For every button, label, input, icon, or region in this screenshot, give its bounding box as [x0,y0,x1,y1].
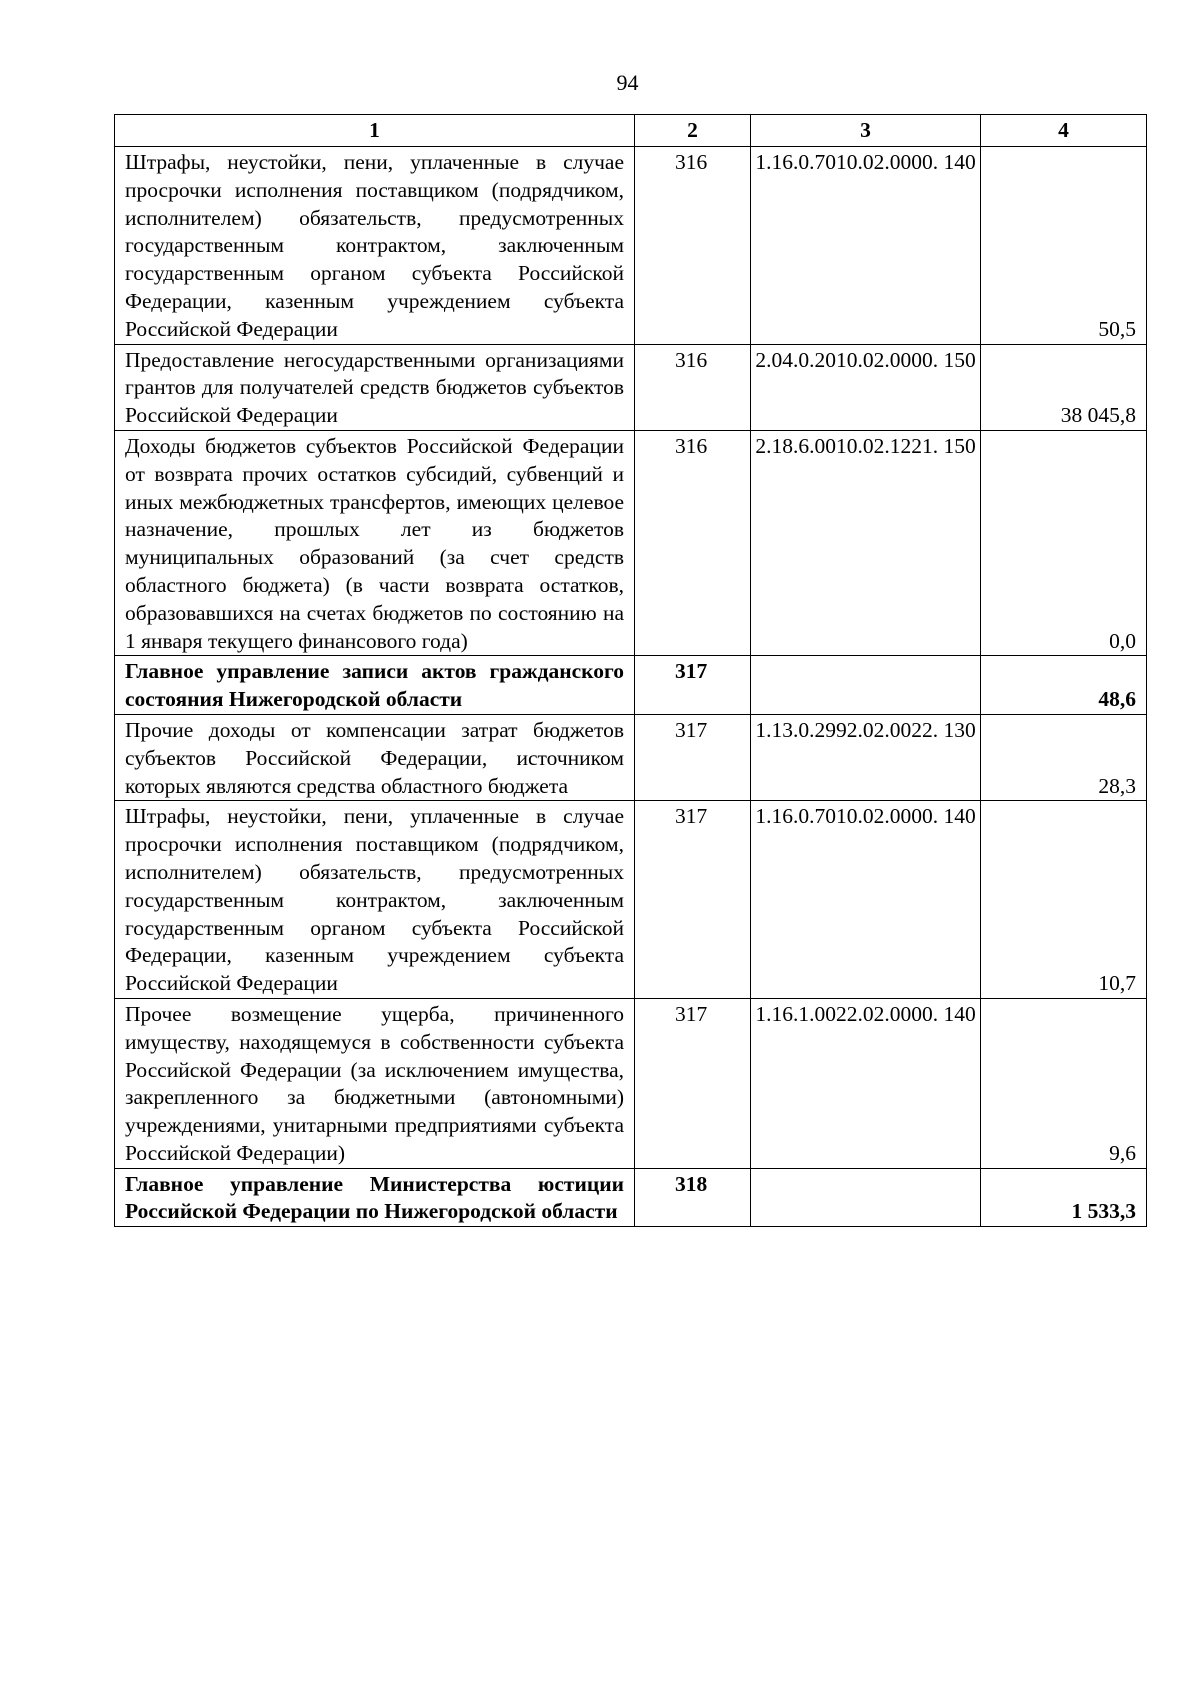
table-row [115,714,1147,800]
row-amount-cell: 9,6 [981,998,1147,1168]
row-amount-cell: 48,6 [981,656,1147,715]
row-name-cell: Главное управление записи актов гражданского состояния Нижегородской области [115,656,635,715]
row-name-cell: Главное управление Министерства юстиции Российской Федерации по Нижегородской области [115,1168,635,1227]
row-name-cell: Штрафы, неустойки, пени, уплаченные в случае просрочки исполнения поставщиком (подрядчиком, исполнителем) обязательств, предусмотренных государственным контрактом, заключенным государственным органом субъекта Российской Федерации, казенным учреждением субъекта Российской Федерации [115,801,635,999]
table-row [115,656,1147,715]
table-row [115,801,1147,999]
row-amount-cell: 10,7 [981,801,1147,999]
row-code-cell: 318 [635,1168,751,1227]
column-header-3: 3 [751,115,981,147]
row-amount-cell: 1 533,3 [981,1168,1147,1227]
row-amount-cell: 0,0 [981,430,1147,655]
table-row [115,1168,1147,1227]
row-code-cell: 316 [635,147,751,345]
column-header-2: 2 [635,115,751,147]
row-kbk-cell: 1.16.1.0022.02.0000. 140 [751,998,981,1168]
row-amount-cell: 50,5 [981,147,1147,345]
revenue-table [114,114,1147,1227]
row-kbk-cell: 2.18.6.0010.02.1221. 150 [751,430,981,655]
table-row [115,147,1147,345]
row-kbk-cell: 1.13.0.2992.02.0022. 130 [751,714,981,800]
row-kbk-cell: 1.16.0.7010.02.0000. 140 [751,801,981,999]
row-code-cell: 316 [635,344,751,430]
row-kbk-cell [751,1168,981,1227]
row-name-cell: Предоставление негосударственными организациями грантов для получателей средств бюджетов субъектов Российской Федерации [115,344,635,430]
page-number: 94 [616,70,639,95]
table-row [115,344,1147,430]
row-kbk-cell [751,656,981,715]
table-row [115,998,1147,1168]
row-code-cell: 317 [635,714,751,800]
table-row [115,430,1147,655]
column-header-1: 1 [115,115,635,147]
table-header-row [115,115,1147,147]
row-code-cell: 317 [635,656,751,715]
row-code-cell: 317 [635,801,751,999]
row-name-cell: Прочее возмещение ущерба, причиненного имуществу, находящемуся в собственности субъекта Российской Федерации (за исключением имущества, закрепленного за бюджетными (автономными) учреждениями, унитарными предприятиями субъекта Российской Федерации) [115,998,635,1168]
row-amount-cell: 28,3 [981,714,1147,800]
column-header-4: 4 [981,115,1147,147]
row-kbk-cell: 1.16.0.7010.02.0000. 140 [751,147,981,345]
row-name-cell: Прочие доходы от компенсации затрат бюджетов субъектов Российской Федерации, источником которых являются средства областного бюджета [115,714,635,800]
row-kbk-cell: 2.04.0.2010.02.0000. 150 [751,344,981,430]
row-code-cell: 317 [635,998,751,1168]
row-name-cell: Штрафы, неустойки, пени, уплаченные в случае просрочки исполнения поставщиком (подрядчиком, исполнителем) обязательств, предусмотренных государственным контрактом, заключенным государственным органом субъекта Российской Федерации, казенным учреждением субъекта Российской Федерации [115,147,635,345]
row-amount-cell: 38 045,8 [981,344,1147,430]
row-name-cell: Доходы бюджетов субъектов Российской Федерации от возврата прочих остатков субсидий, субвенций и иных межбюджетных трансфертов, имеющих целевое назначение, прошлых лет из бюджетов муниципальных образований (за счет средств областного бюджета) (в части возврата остатков, образовавшихся на счетах бюджетов по состоянию на 1 января текущего финансового года) [115,430,635,655]
row-code-cell: 316 [635,430,751,655]
